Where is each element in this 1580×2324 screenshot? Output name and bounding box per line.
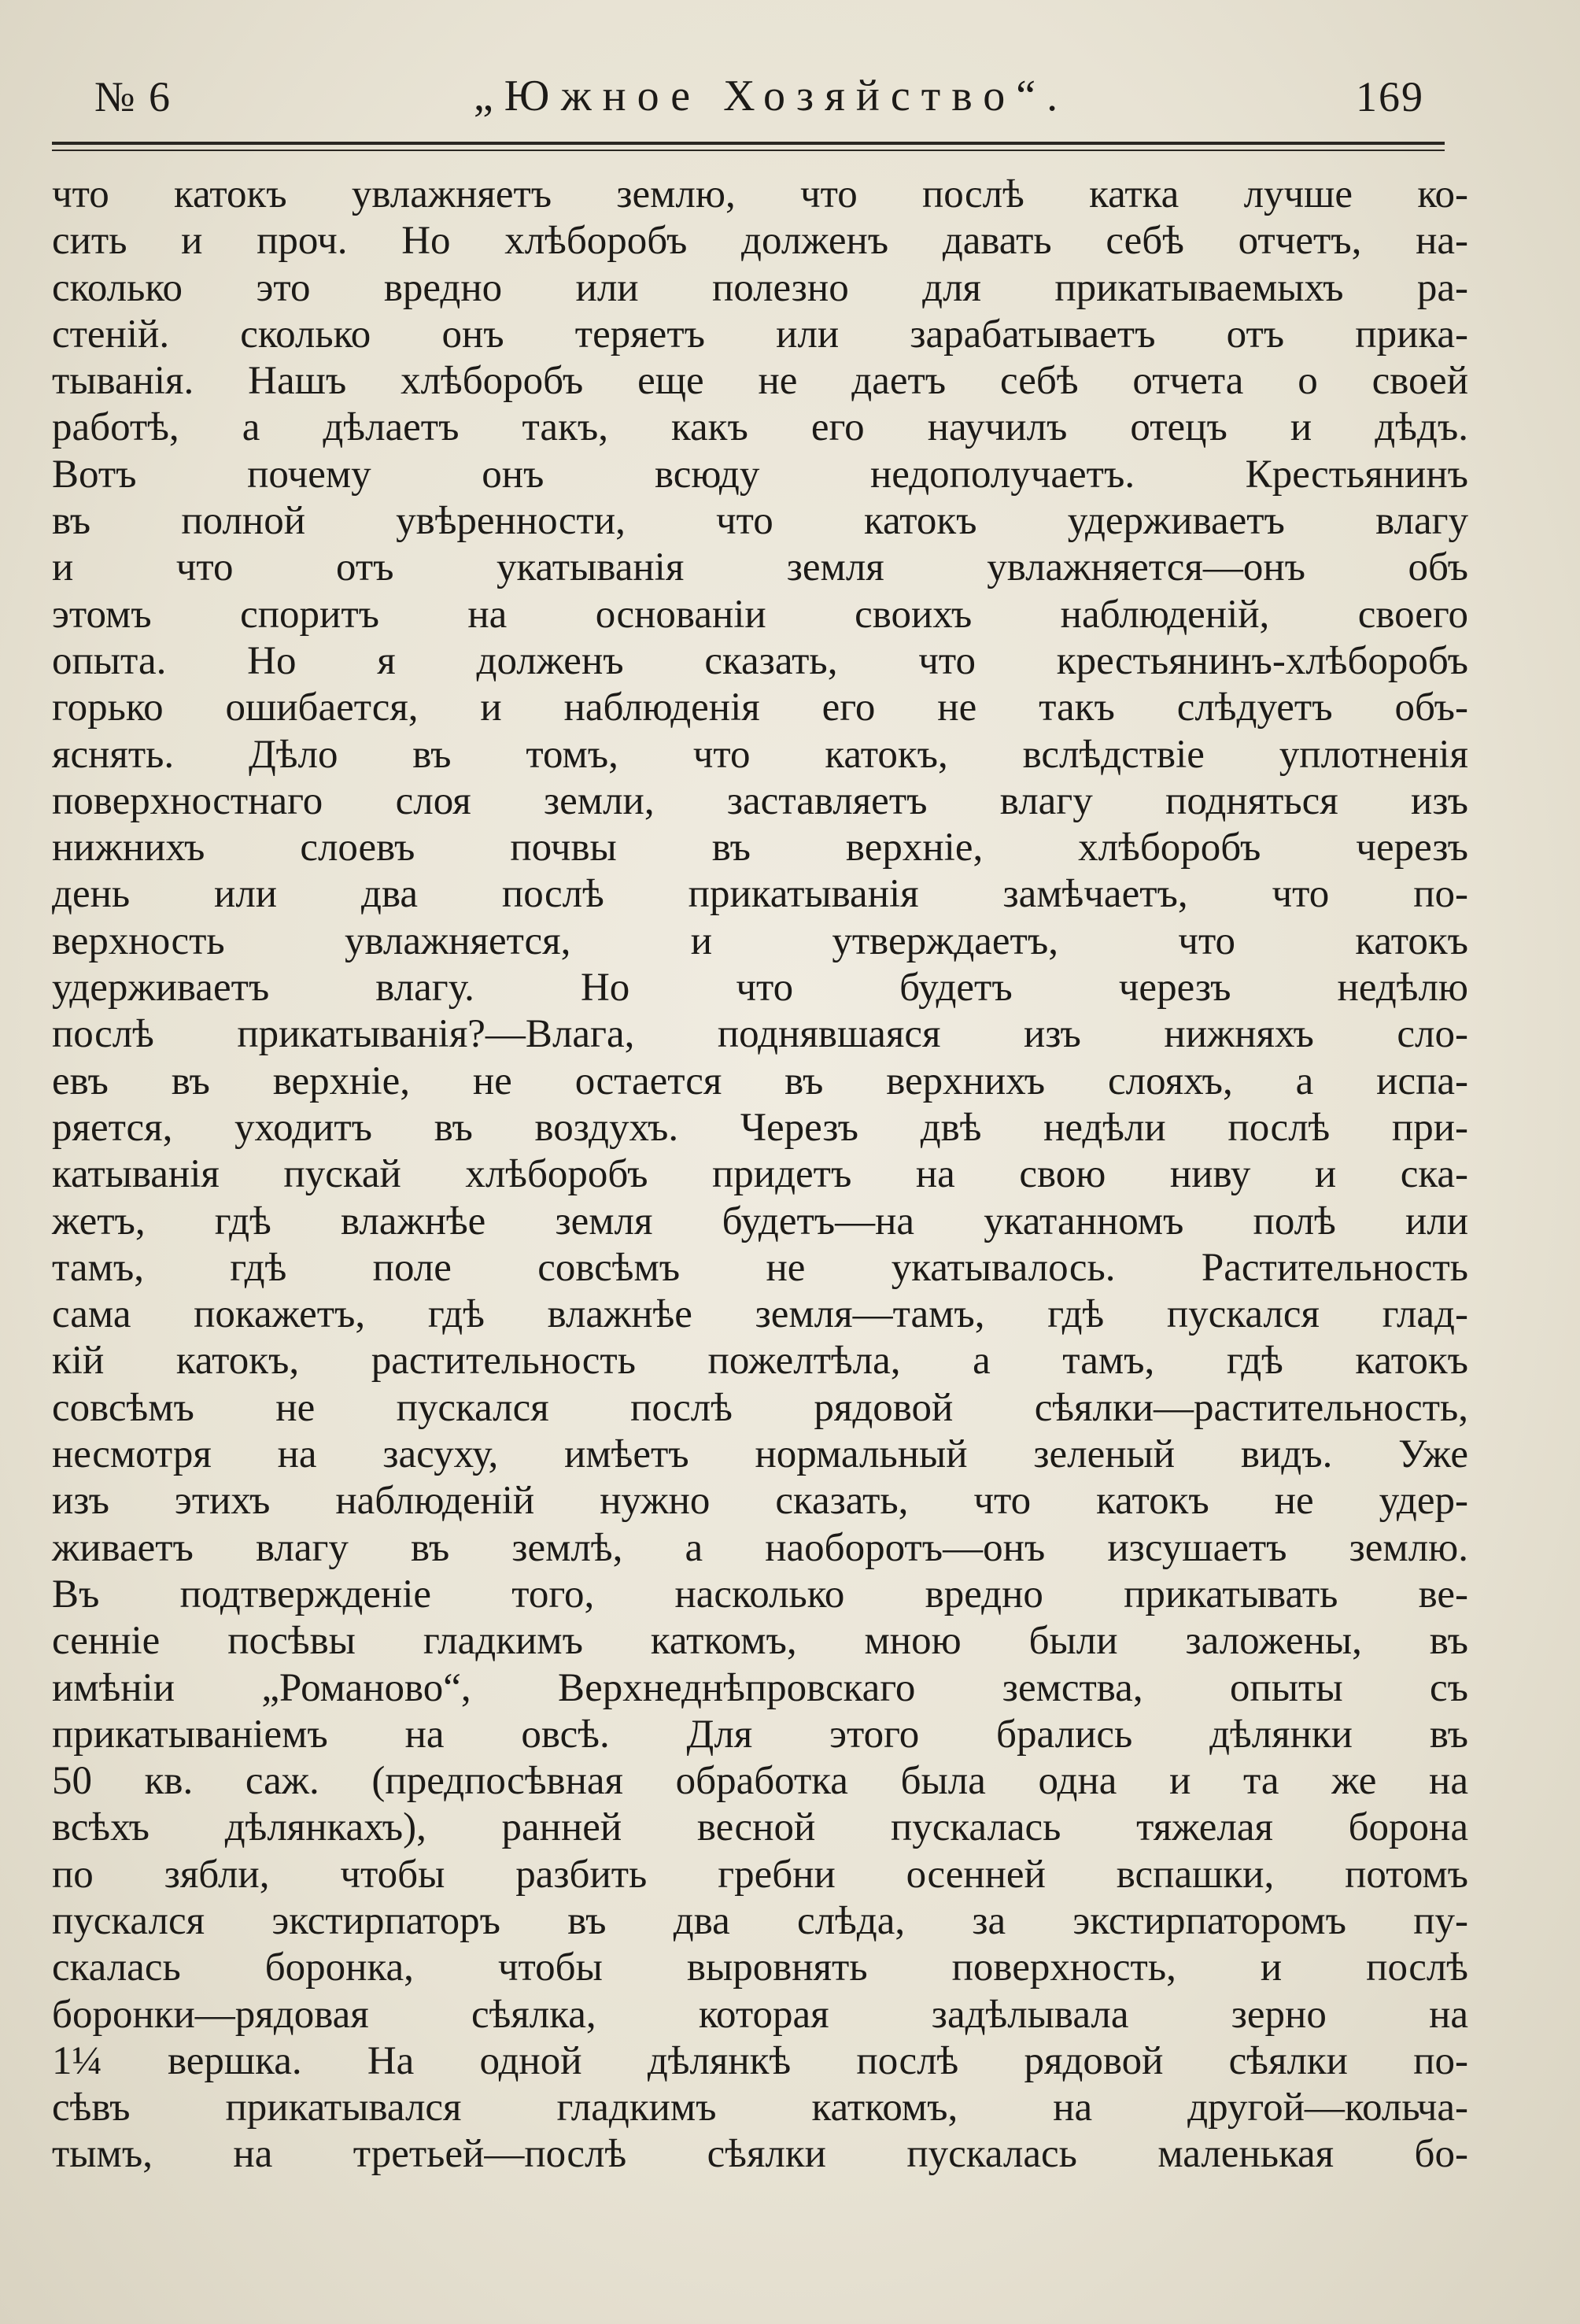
text-line: верхность увлажняется, и утверждаетъ, что катокъ [52,918,1468,963]
text-line: сколько это вредно или полезно для прикатываемыхъ ра- [52,265,1468,310]
text-line: день или два послѣ прикатыванія замѣчаетъ, что по- [52,872,1468,917]
text-line: катыванія пускай хлѣборобъ придетъ на свою ниву и ска- [52,1152,1468,1197]
text-line: тымъ, на третьей—послѣ сѣялки пускалась маленькая бо- [52,2132,1468,2177]
text-line: яснять. Дѣло въ томъ, что катокъ, вслѣдствіе уплотненія [52,732,1468,777]
text-line: сама покажетъ, гдѣ влажнѣе земля—тамъ, гдѣ пускался глад- [52,1292,1468,1337]
text-line: изъ этихъ наблюденій нужно сказать, что катокъ не удер- [52,1479,1468,1524]
text-line: горько ошибается, и наблюденія его не такъ слѣдуетъ объ- [52,685,1468,730]
text-line: этомъ споритъ на основаніи своихъ наблюденій, своего [52,592,1468,637]
text-line: евъ въ верхніе, не остается въ верхнихъ слояхъ, а испа- [52,1059,1468,1103]
text-line: Въ подтвержденіе того, насколько вредно прикатывать ве- [52,1572,1468,1616]
text-line: нижнихъ слоевъ почвы въ верхніе, хлѣборобъ черезъ [52,826,1468,870]
text-line: имѣніи „Романово“, Верхнеднѣпровскаго земства, опыты съ [52,1665,1468,1710]
page-number: 169 [1356,73,1424,120]
text-line: работѣ, а дѣлаетъ такъ, какъ его научилъ отецъ и дѣдъ. [52,405,1468,450]
text-line: поверхностнаго слоя земли, заставляетъ влагу подняться изъ [52,778,1468,823]
text-line: пускался экстирпаторъ въ два слѣда, за экстирпаторомъ пу- [52,1898,1468,1943]
header-rule-thick [52,142,1445,145]
text-line: прикатываніемъ на овсѣ. Для этого брались дѣлянки въ [52,1712,1468,1757]
running-header [94,72,1448,135]
header-rule-thin [52,150,1445,151]
text-line: сенніе посѣвы гладкимъ каткомъ, мною были заложены, въ [52,1619,1468,1664]
text-line: послѣ прикатыванія?—Влага, поднявшаяся изъ нижняхъ сло- [52,1012,1468,1057]
text-line: совсѣмъ не пускался послѣ рядовой сѣялки—растительность, [52,1385,1468,1430]
text-line: въ полной увѣренности, что катокъ удерживаетъ влагу [52,499,1468,544]
text-line: ряется, уходитъ въ воздухъ. Черезъ двѣ недѣли послѣ при- [52,1105,1468,1150]
text-line: сить и проч. Но хлѣборобъ долженъ давать себѣ отчетъ, на- [52,219,1468,264]
text-line: боронки—рядовая сѣялка, которая задѣлывала зерно на [52,1992,1468,2037]
text-line: скалась боронка, чтобы выровнять поверхность, и послѣ [52,1945,1468,1990]
text-line: сѣвъ прикатывался гладкимъ каткомъ, на другой—кольча- [52,2086,1468,2130]
text-line: и что отъ укатыванія земля увлажняется—онъ объ [52,545,1468,590]
text-line: Вотъ почему онъ всюду недополучаетъ. Крестьянинъ [52,452,1468,497]
text-line: всѣхъ дѣлянкахъ), ранней весной пускалась тяжелая борона [52,1805,1468,1850]
text-line: несмотря на засуху, имѣетъ нормальный зеленый видъ. Уже [52,1432,1468,1477]
text-line: 1¼ вершка. На одной дѣлянкѣ послѣ рядовой сѣялки по- [52,2038,1468,2083]
text-line: живаетъ влагу въ землѣ, а наоборотъ—онъ изсушаетъ землю. [52,1525,1468,1570]
text-line: жетъ, гдѣ влажнѣе земля будетъ—на укатанномъ полѣ или [52,1199,1468,1243]
text-line: опыта. Но я долженъ сказать, что крестьянинъ-хлѣборобъ [52,638,1468,683]
text-line: тамъ, гдѣ поле совсѣмъ не укатывалось. Растительность [52,1245,1468,1290]
text-line: кій катокъ, растительность пожелтѣла, а тамъ, гдѣ катокъ [52,1339,1468,1384]
text-line: 50 кв. саж. (предпосѣвная обработка была одна и та же на [52,1759,1468,1804]
text-line: что катокъ увлажняетъ землю, что послѣ катка лучше ко- [52,172,1468,216]
text-line: тыванія. Нашъ хлѣборобъ еще не даетъ себѣ отчета о своей [52,359,1468,404]
text-line: удерживаетъ влагу. Но что будетъ черезъ недѣлю [52,966,1468,1011]
text-line: по зябли, чтобы разбить гребни осенней вспашки, потомъ [52,1852,1468,1897]
article-body [52,172,1468,2178]
issue-number: № 6 [94,73,172,120]
journal-title: „Южное Хозяйство“. [473,72,1069,120]
text-line: стеній. сколько онъ теряетъ или зарабатываетъ отъ прика- [52,312,1468,357]
